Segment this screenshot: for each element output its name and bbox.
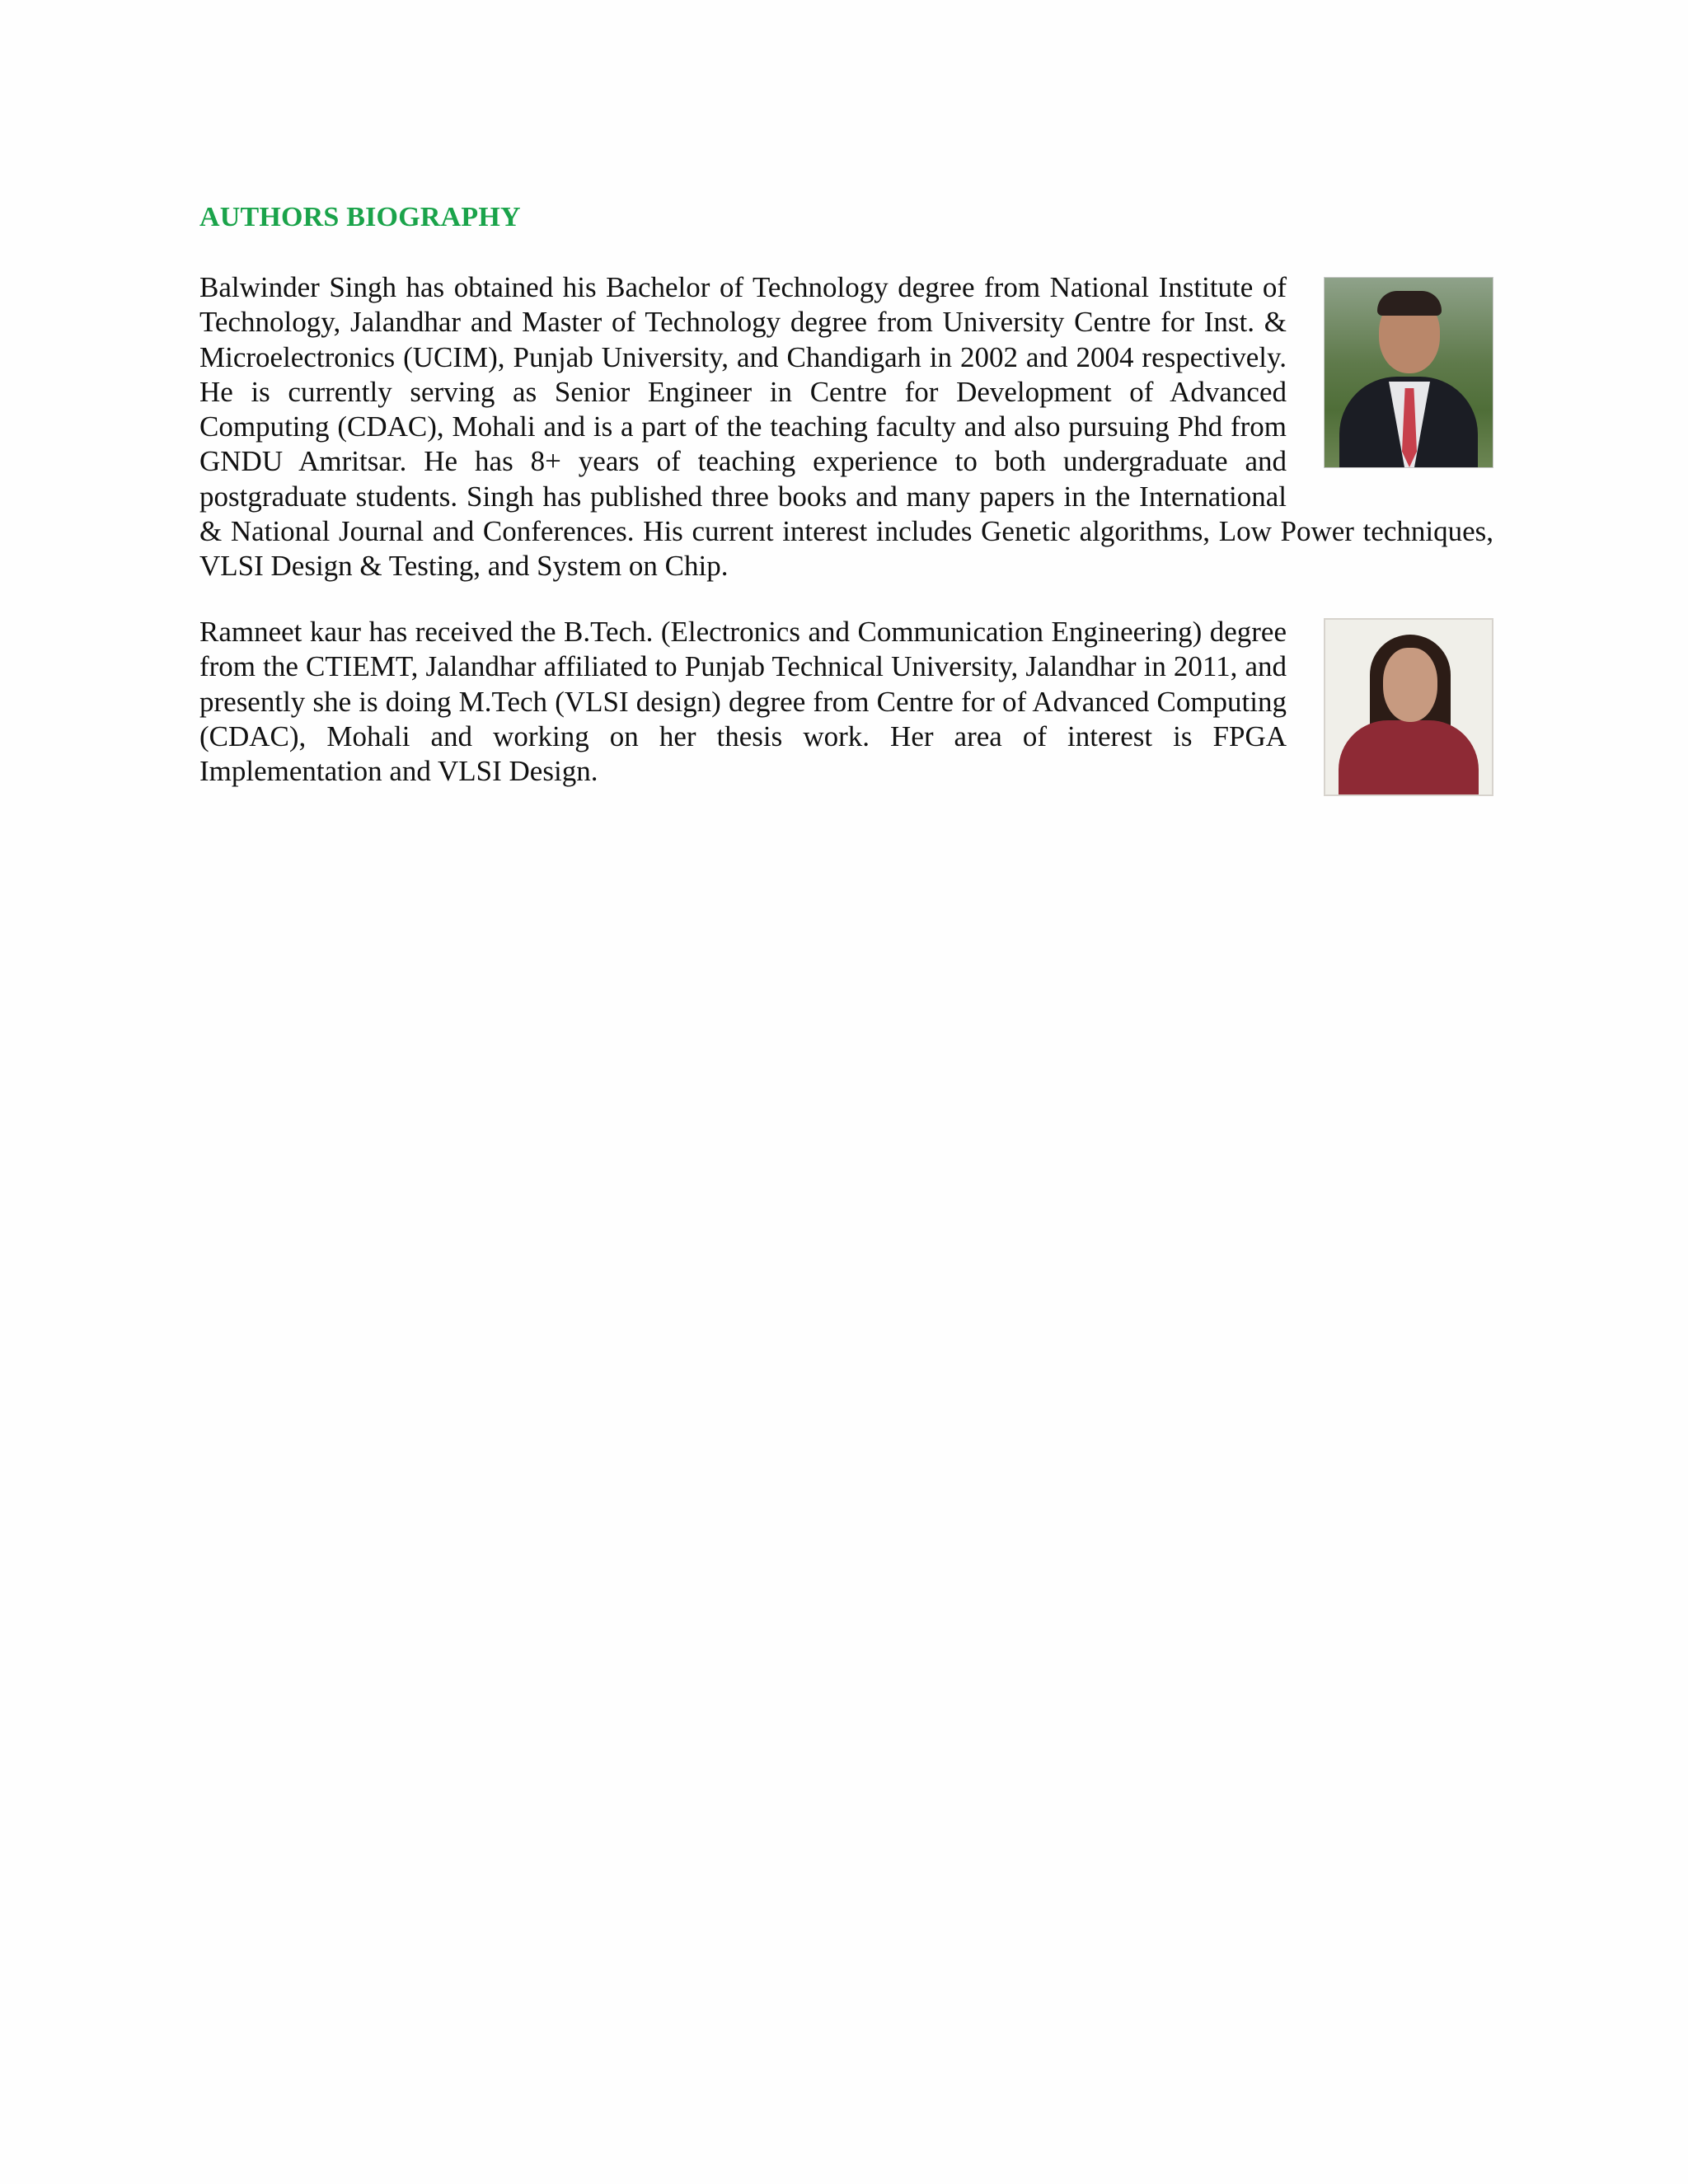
author-bio-text: Balwinder Singh has obtained his Bachelor of Technology degree from National Institute of Technology, Jalandhar and Master of Technology degree from University Centre for Inst. & Microelectronics (UCIM), Punjab University, and Chandigarh in 2002 and 2004 respectively. He is currently serving as Senior Engineer in Centre for Development of Advanced Computing (CDAC), Mohali and is a part of the teaching faculty and also pursuing Phd from GNDU Amritsar. He has 8+ years of teaching experience to both undergraduate and postgraduate students. Singh has published three books and many papers in the International & National Journal and Conferences. His current interest includes Genetic algorithms, Low Power techniques, VLSI Design & Testing, and System on Chip. — [199, 271, 1493, 583]
author-photo-ramneet-kaur — [1324, 618, 1493, 796]
author-bio-ramneet-kaur — [199, 615, 1493, 804]
author-bio-text: Ramneet kaur has received the B.Tech. (Electronics and Communication Engineering) degree from the CTIEMT, Jalandhar affiliated to Punjab Technical University, Jalandhar in 2011, and presently she is doing M.Tech (VLSI design) degree from Centre for of Advanced Computing (CDAC), Mohali and working on her thesis work. Her area of interest is FPGA Implementation and VLSI Design. — [199, 616, 1287, 788]
author-photo-balwinder-singh — [1324, 277, 1493, 468]
section-heading: AUTHORS BIOGRAPHY — [199, 202, 521, 232]
author-bio-balwinder-singh — [199, 270, 1493, 584]
